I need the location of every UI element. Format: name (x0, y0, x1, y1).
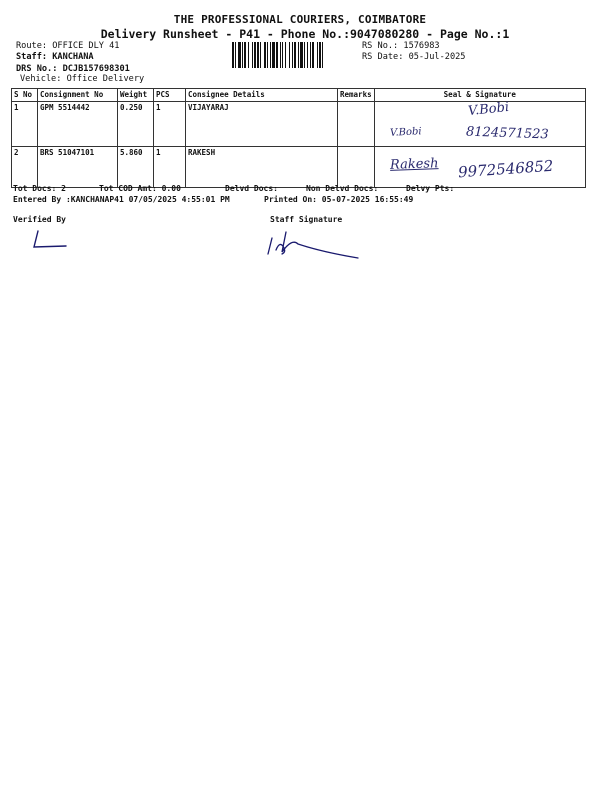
col-weight: Weight (118, 89, 154, 102)
barcode (232, 42, 356, 68)
total-docs: Tot Docs: 2 (13, 184, 66, 193)
col-remarks: Remarks (338, 89, 375, 102)
handwritten-name: V.Bobi (389, 126, 422, 139)
col-consignee: Consignee Details (186, 89, 338, 102)
cell-consignment: GPM 5514442 (38, 102, 118, 147)
handwritten-phone: 9972546852 (457, 156, 554, 182)
total-cod-amount: Tot COD Amt: 0.00 (99, 184, 181, 193)
cell-consignee: RAKESH (186, 147, 338, 188)
runsheet-subtitle: Delivery Runsheet - P41 - Phone No.:9047080280 - Page No.:1 (100, 27, 510, 41)
col-signature: Seal & Signature (374, 89, 585, 102)
cell-weight: 5.860 (118, 147, 154, 188)
cell-consignment: BRS 51047101 (38, 147, 118, 188)
col-pcs: PCS (154, 89, 186, 102)
table-header-row (12, 89, 586, 102)
cell-remarks (338, 102, 375, 147)
staff-signature-label: Staff Signature (270, 215, 343, 224)
cell-weight: 0.250 (118, 102, 154, 147)
staff: Staff: KANCHANA (16, 52, 94, 62)
cell-consignee: VIJAYARAJ (186, 102, 338, 147)
rs-date: RS Date: 05-Jul-2025 (362, 52, 466, 62)
printed-on: Printed On: 05-07-2025 16:55:49 (264, 195, 414, 204)
cell-sno: 2 (12, 147, 38, 188)
cell-pcs: 1 (154, 147, 186, 188)
handwritten-phone: 8124571523 (465, 124, 549, 143)
verified-signature (28, 228, 72, 252)
cell-remarks (338, 147, 375, 188)
route: Route: OFFICE DLY 41 (16, 41, 120, 51)
col-consignment: Consignment No (38, 89, 118, 102)
rs-number: RS No.: 1576983 (362, 41, 440, 51)
handwritten-name: Rakesh (389, 156, 439, 173)
delivered-docs: Delvd Docs: (225, 184, 278, 193)
entered-by: Entered By :KANCHANAP41 07/05/2025 4:55:01 PM (13, 195, 230, 204)
cell-pcs: 1 (154, 102, 186, 147)
company-title: THE PROFESSIONAL COURIERS, COIMBATORE (173, 13, 427, 26)
vehicle: Vehicle: Office Delivery (20, 74, 145, 84)
staff-signature (262, 230, 362, 262)
cell-sno: 1 (12, 102, 38, 147)
col-sno: S No (12, 89, 38, 102)
verified-by-label: Verified By (13, 215, 66, 224)
delivery-points: Delvy Pts: (406, 184, 455, 193)
drs-number: DRS No.: DCJB157698301 (16, 64, 130, 74)
handwritten-name-top: V.Bobi (467, 99, 510, 120)
non-delivered-docs: Non Delvd Docs: (306, 184, 379, 193)
